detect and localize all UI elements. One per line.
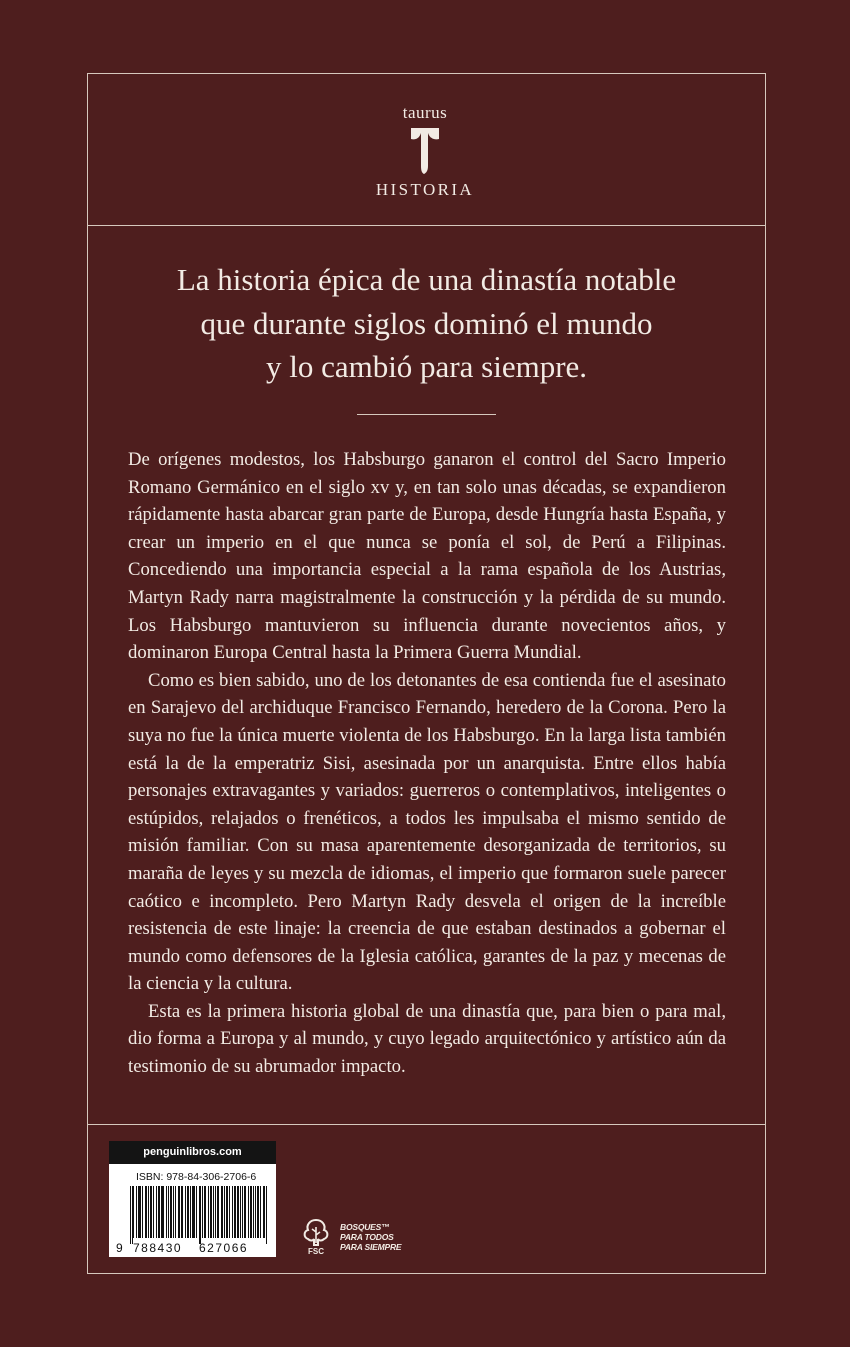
fsc-label: FSC <box>308 1247 324 1256</box>
barcode-bar <box>253 1186 254 1238</box>
barcode-bar <box>192 1186 193 1238</box>
barcode-bar <box>218 1186 219 1238</box>
barcode-bar <box>140 1186 141 1238</box>
barcode-lead-digit: 9 <box>116 1241 123 1254</box>
barcode-bar <box>245 1186 246 1238</box>
fsc-tree-icon <box>300 1217 332 1247</box>
barcode-bar <box>138 1186 139 1238</box>
barcode-bar <box>226 1186 227 1238</box>
barcode-bar <box>238 1186 239 1238</box>
barcode-bar <box>132 1186 133 1244</box>
barcode-bar <box>148 1186 149 1238</box>
barcode-bar <box>237 1186 238 1238</box>
barcode-bar <box>224 1186 225 1238</box>
fsc-slogan-line: BOSQUES™ <box>340 1222 390 1232</box>
barcode-bar <box>139 1186 140 1238</box>
barcode-bar <box>196 1186 197 1238</box>
barcode-bar <box>175 1186 176 1238</box>
barcode-bar <box>258 1186 259 1238</box>
fsc-slogan <box>340 1222 401 1252</box>
barcode-bar <box>251 1186 252 1238</box>
barcode-bar <box>166 1186 167 1238</box>
barcode-bar <box>171 1186 172 1238</box>
barcode-bar <box>162 1186 163 1238</box>
barcode-bar <box>161 1186 162 1238</box>
tagline-line: que durante siglos dominó el mundo <box>200 305 653 341</box>
barcode-bar <box>179 1186 180 1238</box>
barcode-bar <box>133 1186 134 1238</box>
tagline-line: La historia épica de una dinastía notable <box>176 262 677 297</box>
barcode-bar <box>232 1186 233 1238</box>
fsc-slogan-line: PARA SIEMPRE <box>340 1242 402 1252</box>
barcode-bar <box>193 1186 194 1238</box>
barcode-bar <box>242 1186 243 1238</box>
barcode-bar <box>266 1186 267 1244</box>
barcode-bar <box>136 1186 137 1238</box>
website-label: penguinlibros.com <box>109 1141 276 1164</box>
barcode-bar <box>222 1186 223 1238</box>
blurb-paragraph: Esta es la primera historia global de una dinastía que, para bien o para mal, dio forma a Europa y al mundo, y cuyo legado arquitectónico y artístico aún da testimonio de su abrumador impacto. <box>128 1000 726 1078</box>
barcode-bar <box>215 1186 216 1238</box>
barcode-bar <box>130 1186 131 1244</box>
barcode-bar <box>234 1186 235 1238</box>
barcode-bar <box>248 1186 249 1238</box>
barcode-bar <box>221 1186 222 1238</box>
barcode-bar <box>182 1186 183 1238</box>
barcode-group-2: 627066 <box>199 1241 249 1254</box>
barcode-bar <box>264 1186 265 1238</box>
barcode-bar <box>156 1186 157 1238</box>
barcode-bar <box>173 1186 174 1238</box>
footer-divider <box>87 1124 766 1125</box>
barcode-bar <box>257 1186 258 1238</box>
barcode <box>115 1186 267 1254</box>
blurb-paragraph: Como es bien sabido, uno de los detonantes de esa contienda fue el asesinato en Sarajevo del archiduque Francisco Fernando, heredero de la Corona. Pero la suya no fue la única muerte violenta de los Habsburgo. En la larga lista también está la de la emperatriz Sisi, asesinada por un anarquista. Entre ellos había personajes extravagantes y variados: guerreros o contemplativos, inteligentes o estúpidos, relajados o frenéticos, a todos les impulsaba el mismo sentido de misión familiar. Con su masa aparentemente desorganizada de territorios, su maraña de leyes y su mezcla de idiomas, el imperio que formaron suele parecer caótico e incompleto. Pero Martyn Rady desvela el origen de la increíble resistencia de este linaje: la creencia de que estaban destinados a gobernar el mundo como defensores de la Iglesia católica, garantes de la paz y mecenas de la ciencia y la cultura. <box>128 669 726 995</box>
taurus-t-logo-icon <box>409 126 441 176</box>
barcode-bar <box>151 1186 152 1238</box>
barcode-bar <box>199 1186 200 1244</box>
barcode-bar <box>159 1186 160 1238</box>
barcode-bar <box>235 1186 236 1238</box>
publisher-name: taurus <box>402 103 448 122</box>
fsc-slogan-line: PARA TODOS <box>340 1232 394 1242</box>
blurb-text <box>128 446 726 1081</box>
barcode-bar <box>190 1186 191 1238</box>
barcode-bar <box>202 1186 203 1238</box>
barcode-bar <box>188 1186 189 1238</box>
barcode-bar <box>204 1186 205 1238</box>
barcode-bar <box>229 1186 230 1238</box>
barcode-bar <box>150 1186 151 1238</box>
barcode-bar <box>255 1186 256 1238</box>
barcode-bar <box>170 1186 171 1238</box>
barcode-bar <box>146 1186 147 1238</box>
barcode-bar <box>217 1186 218 1238</box>
publisher-block <box>0 103 850 200</box>
barcode-label <box>109 1141 276 1257</box>
tagline-rule <box>357 414 496 415</box>
barcode-bar <box>142 1186 143 1238</box>
barcode-bar <box>200 1186 201 1244</box>
barcode-bar <box>260 1186 261 1238</box>
barcode-group-1: 788430 <box>133 1241 183 1254</box>
tagline-line: y lo cambió para siempre. <box>265 349 588 384</box>
barcode-bar <box>263 1186 264 1238</box>
barcode-bar <box>205 1186 206 1238</box>
barcode-bar <box>153 1186 154 1238</box>
barcode-bar <box>227 1186 228 1238</box>
barcode-bar <box>145 1186 146 1238</box>
barcode-bar <box>187 1186 188 1238</box>
barcode-bar <box>244 1186 245 1238</box>
barcode-bar <box>250 1186 251 1238</box>
barcode-bar <box>194 1186 195 1238</box>
tagline <box>87 258 766 389</box>
barcode-bar <box>240 1186 241 1238</box>
header-divider <box>87 225 766 226</box>
series-name: HISTORIA <box>375 180 475 199</box>
barcode-bar <box>185 1186 186 1238</box>
barcode-bar <box>211 1186 212 1238</box>
barcode-bar <box>181 1186 182 1238</box>
barcode-bar <box>158 1186 159 1238</box>
barcode-bar <box>168 1186 169 1238</box>
barcode-bar <box>210 1186 211 1238</box>
barcode-bar <box>213 1186 214 1238</box>
barcode-bar <box>208 1186 209 1238</box>
barcode-bar <box>178 1186 179 1238</box>
barcode-bar <box>163 1186 164 1238</box>
blurb-paragraph: De orígenes modestos, los Habsburgo ganaron el control del Sacro Imperio Romano Germánico en el siglo xv y, en tan solo unas décadas, se expandieron rápidamente hasta abarcar gran parte de Europa, desde Hungría hasta España, y crear un imperio en el que nunca se ponía el sol, de Perú a Filipinas. Concediendo una importancia especial a la rama española de los Austrias, Martyn Rady narra magistralmente la construcción y la pérdida de su mundo. Los Habsburgo mantuvieron su influencia durante novecientos años, y dominaron Europa Central hasta la Primera Guerra Mundial. <box>128 449 726 664</box>
isbn-text: ISBN: 978-84-306-2706-6 <box>136 1171 257 1183</box>
